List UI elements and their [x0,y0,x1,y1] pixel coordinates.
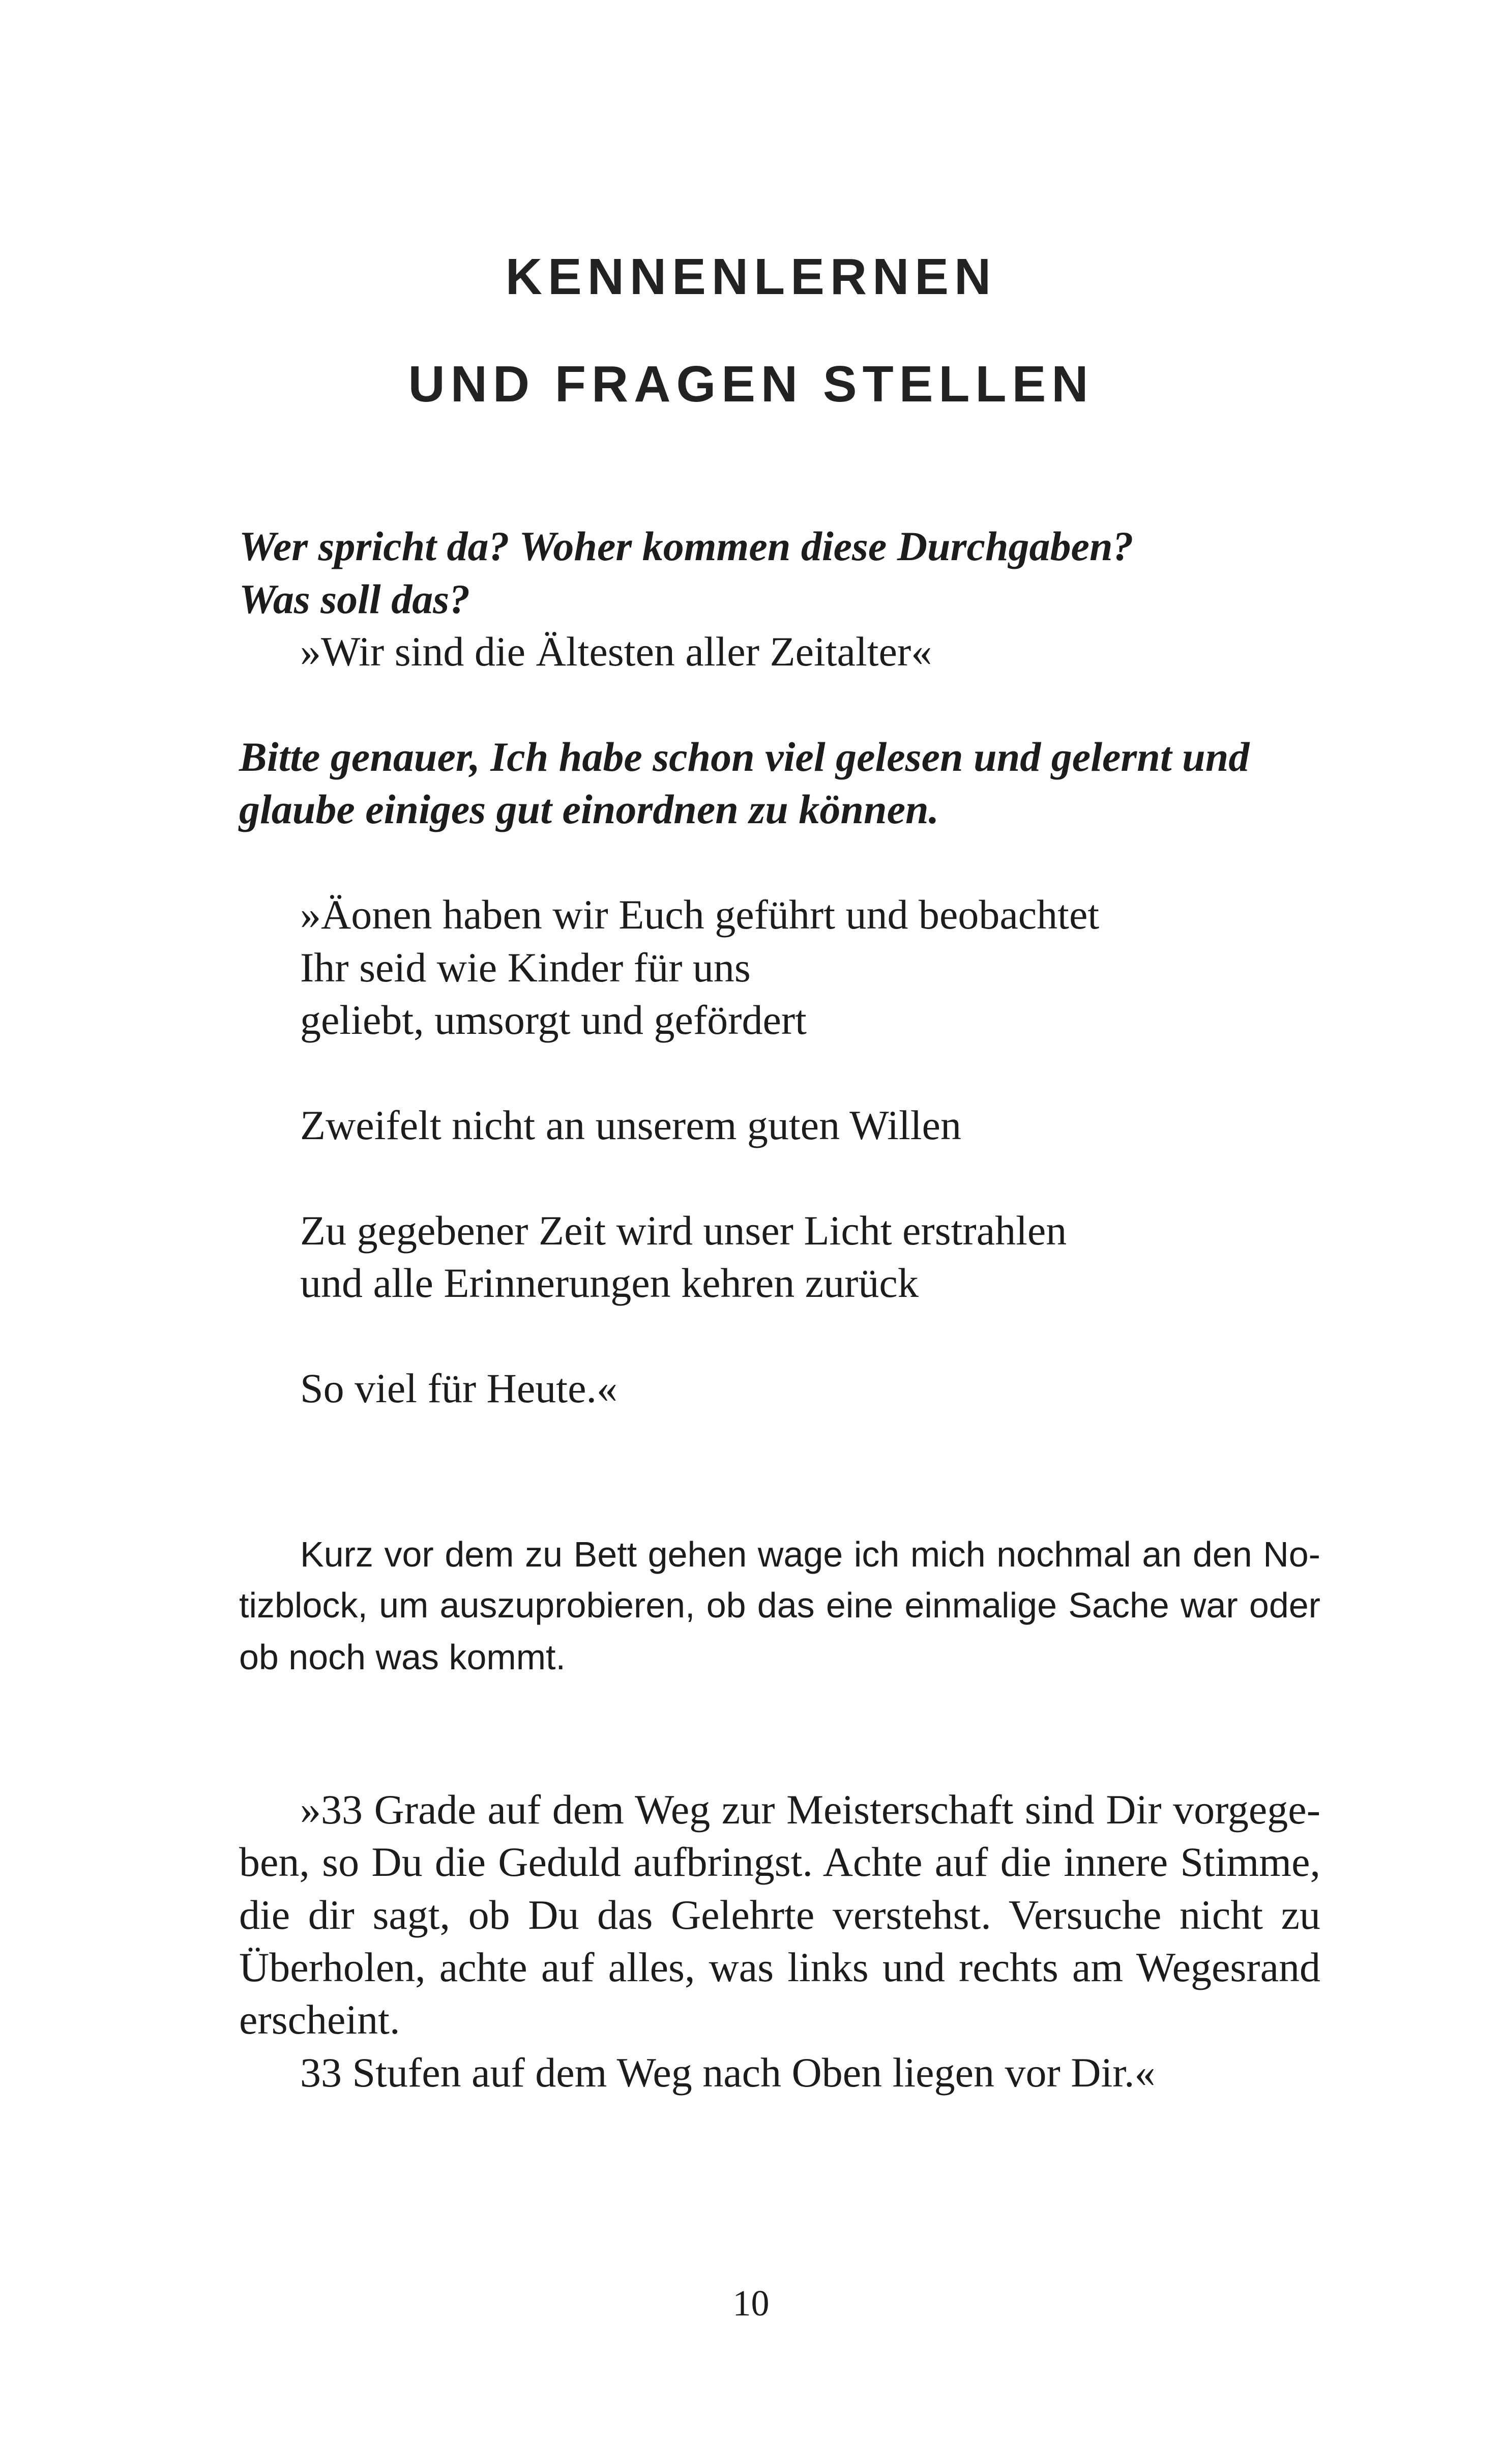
poem-line-5: Zu gegebener Zeit wird unser Licht erstrahlen [300,1207,1067,1254]
message-line-2: ben, so Du die Geduld aufbringst. Achte auf die innere Stimme, [239,1839,1320,1885]
chapter-title-line-2: UND FRAGEN STELLEN [408,356,1094,413]
poem-line-3: geliebt, umsorgt und gefördert [300,997,807,1043]
question-1-line-1: Wer spricht da? Woher kommen diese Durchgaben? [239,523,1134,569]
narration-line-1: Kurz vor dem zu Bett gehen wage ich mich nochmal an den No- [300,1534,1320,1574]
chapter-title-line-1: KENNENLERNEN [505,248,997,305]
question-2-line-1: Bitte genauer, Ich habe schon viel gelesen und gelernt und [239,734,1250,780]
page-number: 10 [732,2283,770,2324]
message-line-1: »33 Grade auf dem Weg zur Meisterschaft sind Dir vorgege- [300,1786,1320,1833]
message-line-4: Überholen, achte auf alles, was links und rechts am Wegesrand [239,1944,1320,1990]
poem-line-2: Ihr seid wie Kinder für uns [300,944,751,991]
answer-1: »Wir sind die Ältesten aller Zeitalter« [300,628,932,675]
message-line-5: erscheint. [239,1996,400,2043]
poem-line-4: Zweifelt nicht an unserem guten Willen [300,1102,961,1148]
message-line-3: die dir sagt, ob Du das Gelehrte verstehst. Versuche nicht zu [239,1892,1320,1938]
narration-line-2: tizblock, um auszuprobieren, ob das eine einmalige Sache war oder [239,1585,1320,1625]
poem-line-1: »Äonen haben wir Euch geführt und beobachtet [300,891,1100,938]
question-2-line-2: glaube einiges gut einordnen zu können. [239,786,939,832]
poem-line-6: und alle Erinnerungen kehren zurück [300,1260,919,1306]
question-1-line-2: Was soll das? [239,576,470,622]
poem-line-7: So viel für Heute.« [300,1365,617,1411]
message-line-6: 33 Stufen auf dem Weg nach Oben liegen vor Dir.« [300,2049,1156,2096]
narration-line-3: ob noch was kommt. [239,1637,566,1677]
